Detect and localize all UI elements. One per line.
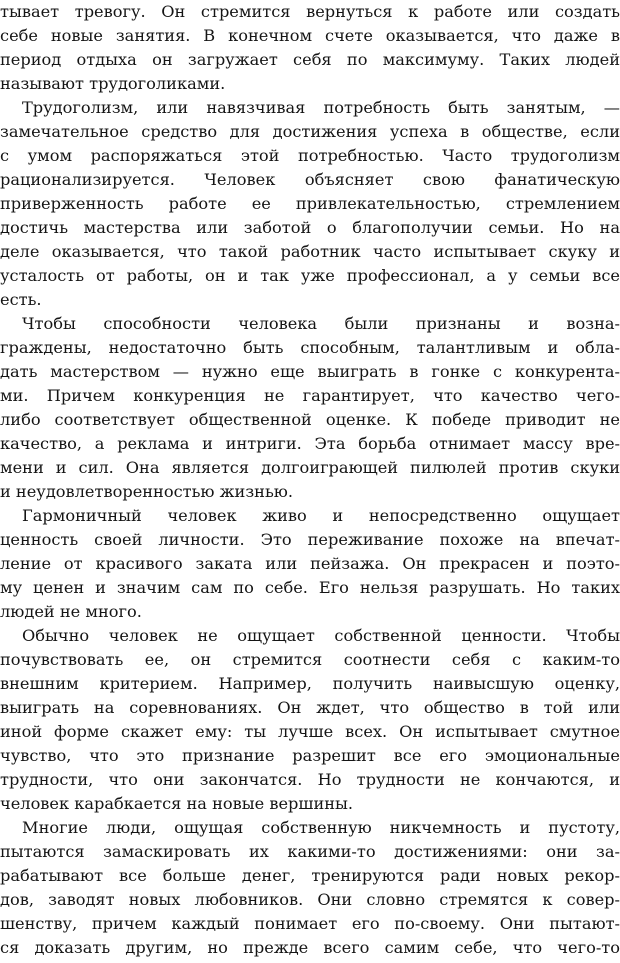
text-line: дать мастерством — нужно еще выиграть в гонке с конкурента- (0, 362, 620, 381)
text-line: иной форме скажет ему: ты лучше всех. Он испытывает смутное (0, 722, 620, 741)
text-line: граждены, недостаточно быть способным, талантливым и обла- (0, 338, 620, 357)
text-line: тывает тревогу. Он стремится вернуться к работе или создать (0, 2, 620, 21)
text-line: усталость от работы, он и так уже профессионал, а у семьи все (0, 266, 620, 285)
text-line: чувство, что это признание разрешит все его эмоциональные (0, 746, 620, 765)
text-line: Обычно человек не ощущает собственной ценности. Чтобы (22, 626, 620, 645)
text-line: людей не много. (0, 602, 142, 621)
text-line: либо соответствует общественной оценке. К победе приводит не (0, 410, 620, 429)
text-line: Многие люди, ощущая собственную никчемность и пустоту, (22, 818, 620, 837)
text-line: человек карабкается на новые вершины. (0, 794, 354, 813)
text-line: внешним критерием. Например, получить наивысшую оценку, (0, 674, 620, 693)
text-line: Чтобы способности человека были признаны и возна- (22, 314, 620, 333)
text-line: ценность своей личности. Это переживание похоже на впечат- (0, 530, 620, 549)
text-line: достичь мастерства или заботой о благополучии семьи. Но на (0, 218, 620, 237)
text-line: себе новые занятия. В конечном счете оказывается, что даже в (0, 26, 620, 45)
text-line: замечательное средство для достижения успеха в обществе, если (0, 122, 620, 141)
text-line: и неудовлетворенностью жизнью. (0, 482, 294, 501)
text-line: рабатывают все больше денег, тренируются ради новых рекор- (0, 866, 620, 885)
text-line: есть. (0, 290, 42, 309)
text-line: шенству, причем каждый понимает его по-своему. Они пытают- (0, 914, 620, 933)
text-line: мени и сил. Она является долгоиграющей пилюлей против скуки (0, 458, 620, 477)
text-line: приверженность работе ее привлекательностью, стремлением (0, 194, 620, 213)
text-line: му ценен и значим сам по себе. Его нельзя разрушать. Но таких (0, 578, 620, 597)
text-line: качество, а реклама и интриги. Эта борьба отнимает массу вре- (0, 434, 620, 453)
text-line: ми. Причем конкуренция не гарантирует, что качество чего- (0, 386, 620, 405)
text-line: ление от красивого заката или пейзажа. Он прекрасен и поэто- (0, 554, 620, 573)
text-line: Трудоголизм, или навязчивая потребность быть занятым, — (22, 98, 620, 117)
text-line: трудности, что они закончатся. Но трудности не кончаются, и (0, 770, 620, 789)
text-line: выиграть на соревнованиях. Он ждет, что общество в той или (0, 698, 620, 717)
text-line: рационализируется. Человек объясняет свою фанатическую (0, 170, 620, 189)
text-line: почувствовать ее, он стремится соотнести себя с каким-то (0, 650, 620, 669)
text-line: Гармоничный человек живо и непосредственно ощущает (22, 506, 620, 525)
text-line: пытаются замаскировать их какими-то достижениями: они за- (0, 842, 620, 861)
text-line: деле оказывается, что такой работник часто испытывает скуку и (0, 242, 620, 261)
text-line: ся доказать другим, но прежде всего самим себе, что чего-то (0, 938, 620, 957)
text-line: период отдыха он загружает себя по максимуму. Таких людей (0, 50, 620, 69)
text-line: называют трудоголиками. (0, 74, 226, 93)
text-line: дов, заводят новых любовников. Они словно стремятся к совер- (0, 890, 620, 909)
text-line: с умом распоряжаться этой потребностью. Часто трудоголизм (0, 146, 620, 165)
